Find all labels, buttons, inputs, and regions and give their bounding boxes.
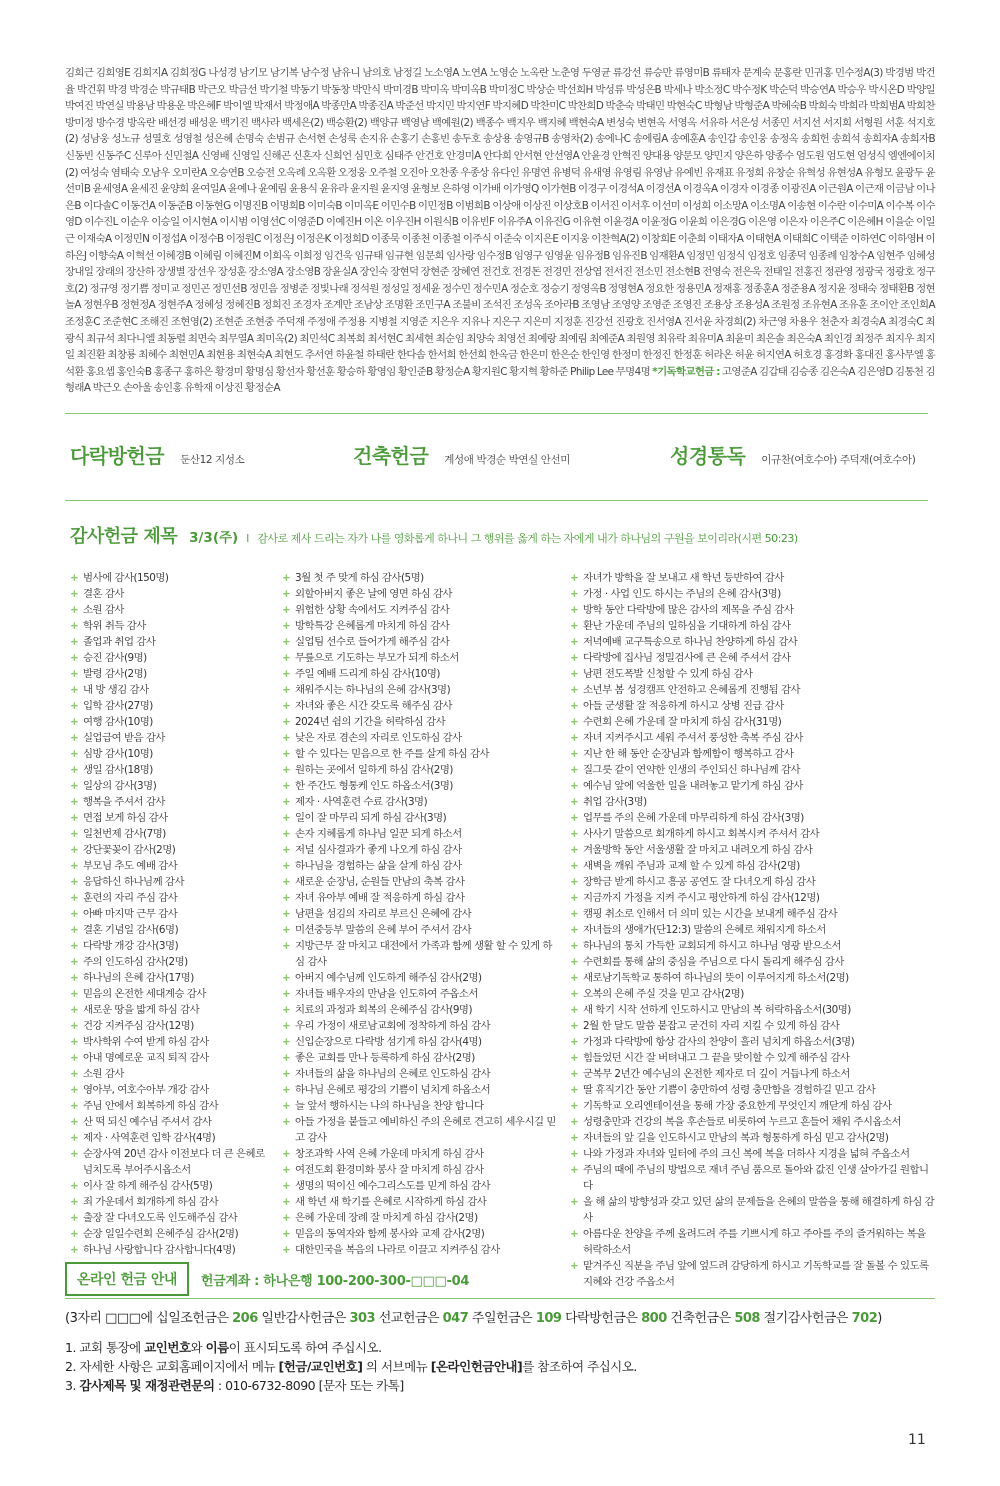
donor-names bbox=[65, 65, 935, 397]
thanks-item: + 범사에 감사(150명) bbox=[70, 570, 275, 586]
offering-code: 800 bbox=[641, 1311, 667, 1326]
thanks-item: + 제자 · 사역훈련 수료 감사(3명) bbox=[282, 794, 557, 810]
category-title: 건축헌금 bbox=[353, 444, 429, 468]
thanks-item: + 주님의 때에 주님의 방법으로 재녀 주님 품으로 돌아와 값진 인생 살아가길 원합니다 bbox=[570, 1162, 935, 1194]
thanks-item: + 새로운 순장님, 순원들 만남의 축복 감사 bbox=[282, 874, 557, 890]
thanks-item: + 하나님 은혜로 평강의 기쁨이 넘치게 하옵소서 bbox=[282, 1082, 557, 1098]
divider-top bbox=[65, 413, 928, 414]
note-bold: [헌금/교인번호] bbox=[278, 1359, 363, 1374]
category-names: 둔산12 지성소 bbox=[180, 454, 245, 466]
online-offering-info bbox=[65, 1262, 469, 1296]
thanks-item: + 손자 지혜롭게 하나님 일꾼 되게 하소서 bbox=[282, 826, 557, 842]
note-text: 와 bbox=[190, 1340, 206, 1355]
separator: l bbox=[246, 532, 250, 545]
page-number: 11 bbox=[908, 1432, 926, 1448]
thanks-item: + 장학금 받게 하시고 흥공 공연도 잘 다녀오게 하심 감사 bbox=[570, 874, 935, 890]
offering-code-label: 다락방헌금은 bbox=[561, 1311, 642, 1326]
category-title: 다락방헌금 bbox=[70, 444, 165, 468]
thanks-item: + 순장사역 20년 감사 이전보다 더 큰 은혜로 넘치도록 부어주시옵소서 bbox=[70, 1146, 275, 1178]
thanks-item: + 학위 취득 감사 bbox=[70, 618, 275, 634]
thanks-item: + 자녀들의 삶을 하나님의 은혜로 인도하심 감사 bbox=[282, 1066, 557, 1082]
offering-code-label: 일반감사헌금은 bbox=[257, 1311, 350, 1326]
offering-code: 508 bbox=[734, 1311, 760, 1326]
thanks-item: + 주일 예배 드리게 하심 감사(10명) bbox=[282, 666, 557, 682]
note-3 bbox=[65, 1376, 637, 1395]
thanks-item: + 자녀들의 생애가(단12:3) 말씀의 은혜로 채워지게 하소서 bbox=[570, 922, 935, 938]
thanks-item: + 채워주시는 하나님의 은혜 감사(3명) bbox=[282, 682, 557, 698]
thanks-item: + 신입순장으로 다락방 섬기게 하심 감사(4명) bbox=[282, 1034, 557, 1050]
thanks-item: + 군복무 2년간 예수님의 온전한 제자로 더 깊이 거듭나게 하소서 bbox=[570, 1066, 935, 1082]
thanks-column-2 bbox=[282, 570, 557, 1258]
account-number: 헌금계좌 : 하나은행 100-200-300-□□□-04 bbox=[200, 1273, 470, 1289]
note-bold: 감사제목 및 재정관련문의 bbox=[79, 1378, 215, 1393]
thanks-item: + 하나님의 통치 가득한 교회되게 하시고 하나님 영광 받으소서 bbox=[570, 938, 935, 954]
thanks-item: + 건강 지켜주심 감사(12명) bbox=[70, 1018, 275, 1034]
thanks-item: + 맡겨주신 직분을 주님 앞에 엎드려 감당하게 하시고 기독학교를 잘 돌볼 수 있도록 지혜와 건강 주옵소서 bbox=[570, 1258, 935, 1290]
thanks-item: + 실업급여 받음 감사 bbox=[70, 730, 275, 746]
thanks-item: + 실업팀 선수로 들어가게 해주심 감사 bbox=[282, 634, 557, 650]
thanks-item: + 할 수 있다는 믿음으로 한 주를 살게 하심 감사 bbox=[282, 746, 557, 762]
thanks-item: + 환난 가운데 주님의 일하심을 기대하게 하심 감사 bbox=[570, 618, 935, 634]
thanks-item: + 가정과 다락방에 항상 감사의 찬양이 흘러 넘치게 하옵소서(3명) bbox=[570, 1034, 935, 1050]
thanks-item: + 자녀 유아부 예배 잘 적응하게 하심 감사 bbox=[282, 890, 557, 906]
thanks-item: + 나와 가정과 자녀와 일터에 주의 크신 복에 복을 더하사 지경을 넓혀 주옵소서 bbox=[570, 1146, 935, 1162]
thanks-item: + 입학 감사(27명) bbox=[70, 698, 275, 714]
thanks-item: + 수련회를 통해 삶의 중심을 주님으로 다시 돌리게 해주심 감사 bbox=[570, 954, 935, 970]
category-names: 계성애 박경순 박연실 안선미 bbox=[444, 454, 571, 466]
thanks-item: + 강단꽃꽂이 감사(2명) bbox=[70, 842, 275, 858]
thanks-item: + 자녀들 배우자의 만남을 인도하여 주옵소서 bbox=[282, 986, 557, 1002]
thanks-item: + 저널 심사결과가 좋게 나오게 하심 감사 bbox=[282, 842, 557, 858]
section-date: 3/3(주) bbox=[189, 530, 239, 546]
note-bold: 교인번호 bbox=[144, 1340, 191, 1355]
thanks-item: + 다락방에 집사님 정밀검사에 큰 은혜 주셔서 감사 bbox=[570, 650, 935, 666]
thanks-item: + 은혜 가운데 장례 잘 마치게 하심 감사(2명) bbox=[282, 1210, 557, 1226]
thanks-item: + 취업 감사(3명) bbox=[570, 794, 935, 810]
thanks-item: + 자녀들의 앞 길을 인도하시고 만남의 복과 형통하게 하심 믿고 감사(2명) bbox=[570, 1130, 935, 1146]
category-names: 이규찬(여호수아) 주덕재(여호수아) bbox=[761, 454, 916, 466]
thanks-item: + 남편을 섬김의 자리로 부르신 은혜에 감사 bbox=[282, 906, 557, 922]
thanks-item: + 무릎으로 기도하는 부모가 되게 하소서 bbox=[282, 650, 557, 666]
thanks-item: + 원하는 곳에서 일하게 하심 감사(2명) bbox=[282, 762, 557, 778]
thanks-item: + 순장 일일수련회 은혜주심 감사(2명) bbox=[70, 1226, 275, 1242]
thanks-item: + 좋은 교회를 만나 등록하게 하심 감사(2명) bbox=[282, 1050, 557, 1066]
offering-code-label: 선교헌금은 bbox=[375, 1311, 443, 1326]
offering-code: 206 bbox=[232, 1311, 258, 1326]
thanks-item: + 생명의 떡이신 예수그리스도를 믿게 하심 감사 bbox=[282, 1178, 557, 1194]
thanks-item: + 내 방 생김 감사 bbox=[70, 682, 275, 698]
thanks-item: + 이사 잘 하게 해주심 감사(5명) bbox=[70, 1178, 275, 1194]
thanks-item: + 치료의 과정과 회복의 은혜주심 감사(9명) bbox=[282, 1002, 557, 1018]
offering-code-label: (3자리 □□□에 십일조헌금은 bbox=[65, 1311, 233, 1326]
thanks-item: + 저녁예배 교구특송으로 하나님 찬양하게 하심 감사 bbox=[570, 634, 935, 650]
thanks-item: + 아들 가정을 붙들고 예비하신 주의 은혜로 견고히 세우시길 믿고 감사 bbox=[282, 1114, 557, 1146]
thanks-item: + 지난 한 해 동안 순장님과 함께함이 행복하고 감사 bbox=[570, 746, 935, 762]
thanks-item: + 겨울방학 동안 서울생활 잘 마치고 내려오게 하심 감사 bbox=[570, 842, 935, 858]
thanks-item: + 사사기 말씀으로 회개하게 하시고 회복시켜 주셔서 감사 bbox=[570, 826, 935, 842]
thanks-item: + 가정 · 사업 인도 하시는 주님의 은혜 감사(3명) bbox=[570, 586, 935, 602]
thanks-item: + 여행 감사(10명) bbox=[70, 714, 275, 730]
thanks-item: + 면접 보게 하심 감사 bbox=[70, 810, 275, 826]
thanks-item: + 산 떡 되신 예수님 주셔서 감사 bbox=[70, 1114, 275, 1130]
thanks-item: + 주의 인도하심 감사(2명) bbox=[70, 954, 275, 970]
note-1 bbox=[65, 1338, 637, 1357]
category-title: 성경통독 bbox=[670, 444, 746, 468]
thanks-item: + 승진 감사(9명) bbox=[70, 650, 275, 666]
offering-codes bbox=[65, 1307, 882, 1326]
thanks-item: + 새 학기 시작 선하게 인도하시고 만남의 복 허락하옵소서(30명) bbox=[570, 1002, 935, 1018]
thanks-item: + 출장 잘 다녀오도록 인도해주심 감사 bbox=[70, 1210, 275, 1226]
thanks-item: + 수련회 은혜 가운데 잘 마치게 하심 감사(31명) bbox=[570, 714, 935, 730]
online-divider bbox=[65, 1298, 935, 1299]
thanks-item: + 심방 감사(10명) bbox=[70, 746, 275, 762]
thanks-item: + 지금까지 가정을 지켜 주시고 평안하게 하심 감사(12명) bbox=[570, 890, 935, 906]
thanks-item: + 기독학교 오리엔테이션을 통해 가장 중요한게 무엇인지 깨닫게 하심 감사 bbox=[570, 1098, 935, 1114]
thanks-item: + 결혼 감사 bbox=[70, 586, 275, 602]
offering-code-label: 주일헌금은 bbox=[468, 1311, 536, 1326]
online-offering-label: 온라인 헌금 안내 bbox=[65, 1262, 189, 1296]
thanks-item: + 새벽을 깨워 주님과 교제 할 수 있게 하심 감사(2명) bbox=[570, 858, 935, 874]
note-bold: 이름 bbox=[205, 1340, 229, 1355]
thanks-item: + 딸 휴직기간 동안 기쁨이 충만하여 성령 충만함을 경험하길 믿고 감사 bbox=[570, 1082, 935, 1098]
thanks-item: + 아들 군생활 잘 적응하게 하시고 상병 진급 감사 bbox=[570, 698, 935, 714]
thanks-item: + 한 주간도 형통케 인도 하옵소서(3명) bbox=[282, 778, 557, 794]
thanks-item: + 영아부, 여호수아부 개강 감사 bbox=[70, 1082, 275, 1098]
thanks-item: + 지방근무 잘 마치고 대전에서 가족과 함께 생활 할 수 있게 하심 감사 bbox=[282, 938, 557, 970]
thanks-item: + 캠핑 취소로 인해서 더 의미 있는 시간을 보내게 해주심 감사 bbox=[570, 906, 935, 922]
note-bold: [온라인헌금안내] bbox=[430, 1359, 523, 1374]
section-title: 감사헌금 제목 bbox=[70, 526, 178, 547]
category-darakbang bbox=[70, 440, 244, 469]
note-text: 의 서브메뉴 bbox=[362, 1359, 431, 1374]
thanks-item: + 졸업과 취업 감사 bbox=[70, 634, 275, 650]
thanks-item: + 방학특강 은혜롭게 마치게 하심 감사 bbox=[282, 618, 557, 634]
thanks-item: + 생일 감사(18명) bbox=[70, 762, 275, 778]
thanks-item: + 대한민국을 복음의 나라로 이끌고 지켜주심 감사 bbox=[282, 1242, 557, 1258]
category-building bbox=[353, 440, 570, 469]
thanks-item: + 죄 가운데서 회개하게 하심 감사 bbox=[70, 1194, 275, 1210]
thanks-item: + 믿음의 동역자와 함께 봉사와 교제 감사(2명) bbox=[282, 1226, 557, 1242]
thanks-item: + 결혼 기념일 감사(6명) bbox=[70, 922, 275, 938]
thanks-item: + 일이 잘 마무리 되게 하심 감사(3명) bbox=[282, 810, 557, 826]
thanks-item: + 주님 안에서 회복하게 하심 감사 bbox=[70, 1098, 275, 1114]
thanks-item: + 하나님을 경험하는 삶을 살게 하심 감사 bbox=[282, 858, 557, 874]
thanks-item: + 방학 동안 다락방에 많은 감사의 제목을 주심 감사 bbox=[570, 602, 935, 618]
thanks-item: + 부모님 추도 예배 감사 bbox=[70, 858, 275, 874]
thanks-item: + 위험한 상황 속에서도 지켜주심 감사 bbox=[282, 602, 557, 618]
thanksgiving-subject-header bbox=[70, 522, 950, 548]
thanks-item: + 행복을 주셔서 감사 bbox=[70, 794, 275, 810]
offering-code: 303 bbox=[349, 1311, 376, 1326]
divider-middle bbox=[65, 500, 928, 501]
thanks-item: + 창조과학 사역 은혜 가운데 마치게 하심 감사 bbox=[282, 1146, 557, 1162]
thanks-item: + 제자 · 사역훈련 입학 감사(4명) bbox=[70, 1130, 275, 1146]
offering-code: 702 bbox=[851, 1311, 878, 1326]
thanks-item: + 일상의 감사(3명) bbox=[70, 778, 275, 794]
thanks-item: + 일천번제 감사(7명) bbox=[70, 826, 275, 842]
thanks-item: + 외할아버지 좋은 날에 영면 하심 감사 bbox=[282, 586, 557, 602]
thanks-item: + 아내 명예로운 교직 퇴직 감사 bbox=[70, 1050, 275, 1066]
thanks-item: + 2024년 쉼의 기간을 허락하심 감사 bbox=[282, 714, 557, 730]
thanks-item: + 예수님 앞에 억울한 일을 내려놓고 맡기게 하심 감사 bbox=[570, 778, 935, 794]
thanks-item: + 새 학년 새 학기를 은혜로 시작하게 하심 감사 bbox=[282, 1194, 557, 1210]
thanks-item: + 올 해 삶의 방향성과 갖고 있던 삶의 문제들을 은혜의 말씀을 통해 해결하게 하심 감사 bbox=[570, 1194, 935, 1226]
thanks-item: + 낮은 자로 겸손의 자리로 인도하심 감사 bbox=[282, 730, 557, 746]
thanks-item: + 미션중등부 말씀의 은혜 부어 주셔서 감사 bbox=[282, 922, 557, 938]
thanks-item: + 믿음의 온전한 세대계승 감사 bbox=[70, 986, 275, 1002]
thanks-column-1 bbox=[70, 570, 275, 1258]
thanks-item: + 박사학위 수여 받게 하심 감사 bbox=[70, 1034, 275, 1050]
offering-code-label: 절기감사헌금은 bbox=[759, 1311, 852, 1326]
donor-names-text: 김희근 김희영E 김희지A 김희정G 나성경 남기모 남기복 남수정 남유니 남의호 남정길 노소영A 노연A 노영순 노옥란 노춘영 두영균 류강선 류승만 류영미B 류태자 문계숙 문홍란 민귀홍 민수정A(3) 박경범 박건율 박건휘 박경 박경순 박규태B 박근오 박금선 박기철 박동기 박동창 박만식 박미경B 박미옥 박미옥B 박미정C 박상순 박선희H 박성류 박성은B 박세나 박소정C 박수정K 박순덕 박승연A 박승우 박시온D 박양일 박여진 박연실 박용남 박용운 박은혜F 박이엘 박재서 박정애A 박종만A 박종진A 박준선 박지민 박지연F 박지혜D 박찬미C 박찬희D 박춘숙 박태민 박현숙C 박형남 박형준A 박혜숙B 박희숙 박희라 박희범A 박희찬 방미정 방수경 방옥란 배선경 배성운 백기진 백사라 백세은(2) 백승환(2) 백양규 백영남 백예원(2) 백종수 백지우 백지혜 백현숙A 변성숙 변현옥 서영옥 서유하 서은성 서종민 서지선 서지희 서형원 서훈 석지호(2) 성남웅 성노규 성열호 성영철 성은혜 손명숙 손범규 손서현 손성룩 손지유 손홍기 손홍빈 송두호 송상용 송영규B 송영차(2) 송에나C 송에림A 송예훈A 송인갑 송인웅 송정옥 송희헌 송희석 송희자A 송희자B 신동빈 신동주C 신루아 신민철A 신영배 신영일 신해곤 신혼자 신희언 심민호 심태주 안건호 안경미A 안다희 안서현 안선영A 안윤경 안혁진 양대용 양문모 양민지 양은하 양종수 엄도원 엄도현 엄성식 엠엔에이치(2) 여성숙 염태숙 오남우 오미란A 오승연B 오승전 오옥례 오옥환 오정웅 오주철 오진아 오찬종 우종상 유다인 유명연 유병덕 유새영 유영림 유영남 유예빈 유재표 유정희 유창순 유혁성 유현성A 유형모 윤광두 윤선미B 윤세영A 윤세진 윤양희 윤여일A 윤예나 윤예림 윤용식 윤유라 윤지원 윤지영 윤형보 은하영 이가배 이가영Q 이가현B 이경구 이경석A 이경선A 이경옥A 이경자 이경종 이광진A 이근원A 이근재 이금남 이나은B 이다솔C 이동건A 이동준B 이동현G 이명진B 이명희B 이미숙B 이미옥E 이민수B 이민정B 이범희B 이상애 이상진 이상호B 이서진 이서후 이선미 이성희 이소망A 이소명A 이송현 이수란 이수미A 이수복 이수영D 이수진L 이순우 이승일 이시현A 이시범 이영선C 이영준D 이예진H 이온 이우진H 이원식B 이유빈F 이유주A 이유진G 이유현 이윤경A 이윤정G 이윤희 이은경G 이은영 이은자 이은주C 이은혜H 이을순 이일근 이재숙A 이정민N 이정섭A 이정수B 이정원C 이정은J 이정은K 이정희D 이종묵 이종천 이종철 이주식 이준숙 이지은E 이지웅 이찬혁A(2) 이창희E 이춘희 이태자A 이태현A 이태희C 이택준 이하연C 이하영H 이하은J 이향숙A 이혁선 이혜경B 이혜림 이혜진M 이희옥 이희정 임건욱 임규태 임규현 임문희 임사랑 임수정B 임영구 임영윤 임유정B 임유진B 임재환A 임정민 임정식 임정호 임종덕 임종례 임창수A 임현주 임혜성 장내일 장래의 장산하 장생별 장선우 장성훈 장소영A 장소영B 장윤실A 장인숙 장현덕 장현준 장혜연 전건호 전경돈 전경민 전상엽 전서진 전소민 전소현B 전영숙 전은욱 전태일 전홍진 정관영 정광국 정광호 정구호(2) 정규영 정기쁨 정미교 정민곤 정민선B 정민음 정병준 정빛나래 정석원 정성일 정세윤 정수민 정수민A 정순호 정승기 정영옥B 정영현A 정요한 정용민A 정재홍 정종훈A 정준용A 정지윤 정태숙 정태환B 정현놀A 정현우B 정현정A 정현주A 정혜성 정혜진B 정희진 조경자 조계만 조남상 조명환 조민구A 조불비 조석진 조성옥 조아라B 조영남 조영양 조영준 조영진 조용상 조용성A 조원정 조유현A 조유훈 조이안 조인희A 조정훈C 조준현C 조해진 조현영(2) 조현준 조현중 주덕재 주정애 주정용 지병철 지영준 지은우 지유나 지은구 지은미 지정훈 진강선 진광호 진서영A 진서윤 차경희(2) 차근영 차용우 천춘자 최경숙A 최경숙C 최광식 최규석 최다니엘 최동렬 최면숙 최무열A 최미옥(2) 최민석C 최복희 최서현C 최세현 최순임 최양숙 최영선 최예랑 최예림 최예준A 최원영 최유락 최유미A 최윤미 최은솔 최은숙A 최인경 최정주 최지우 최지일 최진환 최창룡 최혜수 최현민A 최현용 최현숙A 최현도 추서연 하윤철 하태란 한다솜 한서희 한선희 한옥금 한은미 한은순 한인영 한정미 한정진 한정훈 허라온 허윤 허지연A 허호경 홍경화 홍대진 홍사무엘 홍석환 홍요셉 홍인숙B 홍종구 홍하은 황경미 황명심 황선자 황선훈 황승하 황영임 황인준B 황정순A 황지원C 황지혁 황하준 Philip Lee 무명4명 bbox=[65, 67, 935, 378]
thanks-item: + 하나님 사랑합니다 감사합니다(4명) bbox=[70, 1242, 275, 1258]
note-2 bbox=[65, 1357, 637, 1376]
thanks-item: + 성령충만과 건강의 복을 후손들로 비롯하여 누르고 흔들어 채워 주시옵소서 bbox=[570, 1114, 935, 1130]
offering-code-label: 건축헌금은 bbox=[666, 1311, 735, 1326]
thanks-item: + 힘들었던 시간 잘 버텨내고 그 끝을 맞이할 수 있게 해주심 감사 bbox=[570, 1050, 935, 1066]
offering-code: 109 bbox=[535, 1311, 562, 1326]
thanks-item: + 자녀와 좋은 시간 갖도록 해주심 감사 bbox=[282, 698, 557, 714]
note-text: 이 표시되도록 하여 주십시오. bbox=[228, 1340, 382, 1355]
offering-categories bbox=[70, 440, 930, 476]
category-bible-reading bbox=[670, 440, 915, 469]
thanks-item: + 새로남기독학교 통하여 하나님의 뜻이 이루어지게 하소서(2명) bbox=[570, 970, 935, 986]
thanks-item: + 아빠 마지막 근무 감사 bbox=[70, 906, 275, 922]
thanks-item: + 오복의 은혜 주실 것을 믿고 감사(2명) bbox=[570, 986, 935, 1002]
christian-school-offering-label: *기독학교헌금 : bbox=[652, 365, 720, 378]
thanks-item: + 2월 한 달도 말씀 붙잡고 굳건히 자리 지킬 수 있게 하심 감사 bbox=[570, 1018, 935, 1034]
offering-code-label: ) bbox=[877, 1311, 882, 1326]
thanks-item: + 질그릇 같이 연약한 인생의 주인되신 하나님께 감사 bbox=[570, 762, 935, 778]
thanks-item: + 새로운 땅을 밟게 하심 감사 bbox=[70, 1002, 275, 1018]
note-text: 3. bbox=[65, 1378, 80, 1393]
thanks-item: + 훈련의 자리 주심 감사 bbox=[70, 890, 275, 906]
thanks-item: + 소원 감사 bbox=[70, 1066, 275, 1082]
thanks-item: + 3월 첫 주 맞게 하심 감사(5명) bbox=[282, 570, 557, 586]
thanks-item: + 소년부 봄 성경캠프 안전하고 은혜롭게 진행됨 감사 bbox=[570, 682, 935, 698]
thanks-item: + 아름다운 찬양을 주께 올려드려 주를 기쁘시게 하고 주아를 주의 즐거워하는 복을 허락하소서 bbox=[570, 1226, 935, 1258]
thanks-item: + 하나님의 은혜 감사(17명) bbox=[70, 970, 275, 986]
christian-school-offering-names: 고영준A 김갑태 김승종 김은숙A 김은영D 김통천 김형래A 박근오 손아울 송인홍 유학재 이상진 황정순A bbox=[65, 365, 935, 395]
thanks-item: + 자녀가 방학을 잘 보내고 새 학년 등반하여 감사 bbox=[570, 570, 935, 586]
thanks-item: + 여전도회 환경미화 봉사 잘 마치게 하심 감사 bbox=[282, 1162, 557, 1178]
thanks-item: + 늘 앞서 행하시는 나의 하나님을 찬양 합니다 bbox=[282, 1098, 557, 1114]
bible-verse: 감사로 제사 드리는 자가 나를 영화롭게 하나니 그 행위를 옳게 하는 자에게 내가 하나님의 구원을 보이리라(시편 50:23) bbox=[257, 532, 798, 545]
thanks-item: + 자녀 지켜주시고 세워 주셔서 풍성한 축복 주심 감사 bbox=[570, 730, 935, 746]
note-text: 를 참조하여 주십시오. bbox=[522, 1359, 637, 1374]
thanks-item: + 소원 감사 bbox=[70, 602, 275, 618]
notes bbox=[65, 1338, 637, 1395]
thanks-column-3 bbox=[570, 570, 935, 1290]
thanks-item: + 응답하신 하나님께 감사 bbox=[70, 874, 275, 890]
thanks-item: + 업무를 주의 은혜 가운데 마무리하게 하심 감사(3명) bbox=[570, 810, 935, 826]
offering-code: 047 bbox=[442, 1311, 469, 1326]
note-text: 2. 자세한 사항은 교회홈페이지에서 메뉴 bbox=[65, 1359, 279, 1374]
note-text: 1. 교회 통장에 bbox=[65, 1340, 145, 1355]
note-text: : 010-6732-8090 [문자 또는 카톡] bbox=[214, 1378, 404, 1393]
thanks-item: + 발령 감사(2명) bbox=[70, 666, 275, 682]
thanks-item: + 아버지 예수님께 인도하게 해주심 감사(2명) bbox=[282, 970, 557, 986]
thanks-item: + 남편 전도폭발 신청할 수 있게 하심 감사 bbox=[570, 666, 935, 682]
thanks-item: + 우리 가정이 새로남교회에 정착하게 하심 감사 bbox=[282, 1018, 557, 1034]
thanks-item: + 다락방 개강 감사(3명) bbox=[70, 938, 275, 954]
